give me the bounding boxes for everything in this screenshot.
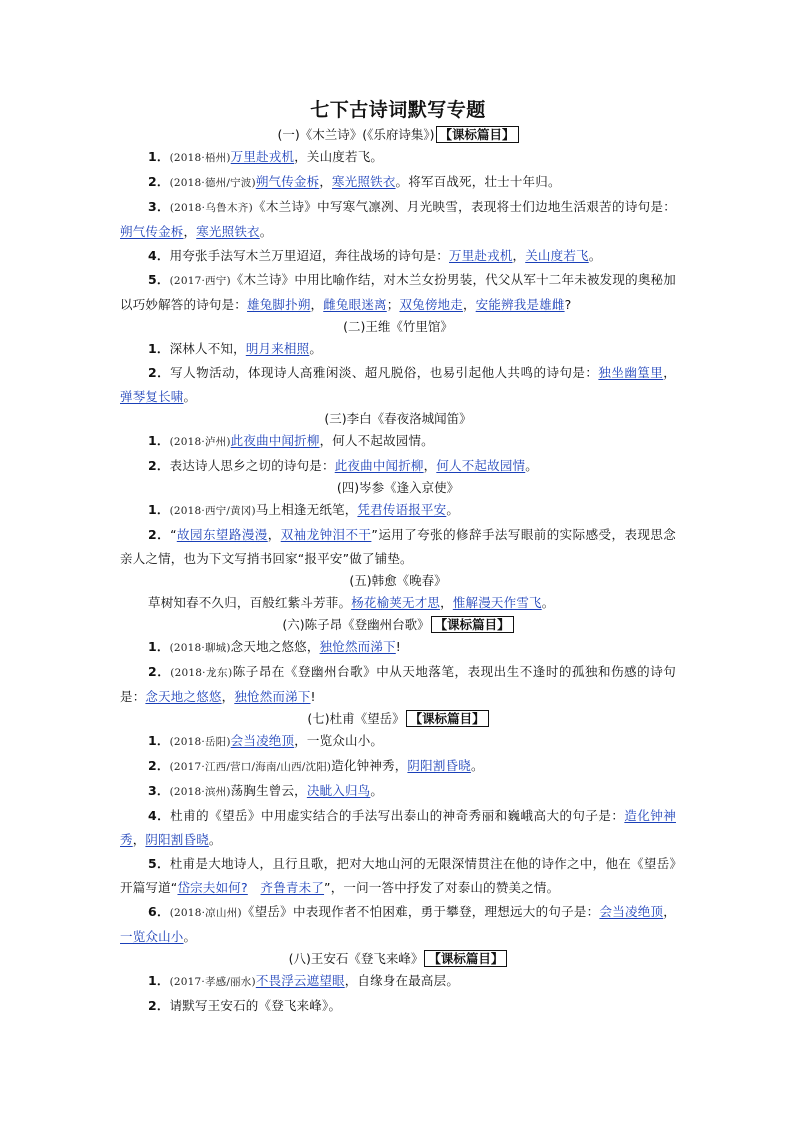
answer-text: 寒光照铁衣 [196,224,260,239]
answer-text: 雄兔脚扑朔 [247,297,311,312]
question-text: ， [512,248,526,263]
question-text: 。 [208,832,222,847]
answer-text: 明月来相照 [245,341,310,356]
question-item [120,804,676,852]
question-item [120,268,676,317]
question-text: ， [221,689,235,704]
question-item [120,498,676,523]
question-text: 《望岳》中表现作者不怕困难，勇于攀登，理想远大的句子是： [241,904,600,919]
question-text: 深林人不知， [169,341,246,356]
answer-text: 朔气传金柝 [120,224,184,239]
answer-text: 会当凌绝顶 [599,904,664,919]
answer-text: 齐鲁青未了 [260,880,325,895]
question-text: 。 [446,502,460,517]
curriculum-tag: 【课标篇目】 [431,616,514,633]
question-item [120,244,676,268]
source-note: (2018·凉山州) [169,907,242,919]
answer-text: 岱宗夫如何? [177,880,248,895]
question-text: 。将军百战死，壮士十年归。 [395,174,561,189]
question-text: 。 [183,389,197,404]
question-text: ! [395,639,401,654]
source-note: (2017·江西/营口/海南/山西/沈阳) [169,761,332,773]
answer-text: 关山度若飞 [525,248,589,263]
curriculum-tag: 【课标篇目】 [406,710,489,727]
question-item [120,195,676,244]
question-text: ， [132,832,146,847]
source-note: (2018·梧州) [169,152,231,164]
question-text: ， [319,174,333,189]
question-number: 2． [148,998,170,1013]
question-text: 。 [309,341,323,356]
answer-text: 此夜曲中闻折柳 [230,433,320,448]
question-number: 6． [148,904,170,919]
answer-text: 弹琴复长啸 [120,389,184,404]
section-heading-text: (二)王维《竹里馆》 [343,319,453,334]
question-text: ，何人不起故园情。 [319,433,434,448]
question-text: 念天地之悠悠， [230,639,320,654]
source-note: (2018·泸州) [169,436,231,448]
section-heading [120,571,676,591]
question-text: 马上相逢无纸笔， [255,502,358,517]
answer-text: 阴阳割昏晓 [407,758,471,773]
question-text: 。 [183,929,197,944]
question-number: 2． [148,365,171,380]
answer-text: 会当凌绝顶 [230,733,295,748]
answer-text: 独怆然而涕下 [234,689,311,704]
question-number: 2． [148,758,170,773]
question-number: 1． [148,149,170,164]
question-item [120,754,676,779]
question-text: 用夸张手法写木兰万里迢迢，奔往战场的诗句是： [169,248,450,263]
question-text: 造化钟神秀， [331,758,408,773]
source-note: (2018·岳阳) [169,736,231,748]
question-item [120,660,676,709]
question-text: 。 [588,248,602,263]
question-number: 1． [148,973,170,988]
section-heading-text: (三)李白《春夜洛城闻笛》 [324,411,472,426]
question-number: 2． [148,664,171,679]
question-text: 《木兰诗》中写寒气凛冽、月光映雪，表现将士们边地生活艰苦的诗句是： [252,199,676,214]
source-note: (2018·德州/宁波) [169,177,256,189]
question-number: 3． [148,199,170,214]
section-heading-text: (五)韩愈《晚春》 [349,573,447,588]
question-text: 写人物活动，体现诗人高雅闲淡、超凡脱俗，也易引起他人共鸣的诗句是： [170,365,599,380]
question-text: ? [564,297,572,312]
question-number: 5． [148,272,170,287]
question-number: 1． [148,433,170,448]
question-text: 杜甫是大地诗人，且行且歌，把对大地山河的无限深情贯注在他的诗作之中，他在《望岳》开篇写道“ [120,856,676,895]
document-body [120,96,676,1018]
section-heading [120,615,676,635]
question-item [120,852,676,900]
question-number: 1． [148,639,170,654]
question-number: 5． [148,856,170,871]
question-number: 1． [148,341,170,356]
question-item [120,429,676,454]
question-item [120,779,676,804]
question-item [120,523,676,571]
source-note: (2018·乌鲁木齐) [169,202,253,214]
question-item [120,454,676,478]
answer-text: 惟解漫天作雪飞 [452,595,542,610]
question-text: “ [170,527,177,542]
question-text: ，自缘身在最高层。 [344,973,460,988]
question-number: 3． [148,783,170,798]
section-heading [120,317,676,337]
question-text: 。 [259,224,273,239]
question-number: 2． [148,527,171,542]
question-item [120,729,676,754]
answer-text: 阴阳割昏晓 [145,832,209,847]
section-heading-text: (一)《木兰诗》(《乐府诗集》) [277,127,435,142]
source-note: (2018·龙东) [170,667,233,679]
section-heading [120,125,676,145]
source-note: (2017·孝感/丽水) [169,976,256,988]
answer-text: 何人不起故园情 [436,458,526,473]
answer-text: 念天地之悠悠 [145,689,222,704]
answer-text: 此夜曲中闻折柳 [334,458,424,473]
question-text: 。 [470,758,484,773]
question-number: 2． [148,458,170,473]
question-item [120,170,676,195]
question-text: 《木兰诗》中用比喻作结，对木兰女扮男装，代父从军十二年未被发现的奥秘加以巧妙解答的诗句是： [120,272,676,312]
answer-text: 独怆然而涕下 [319,639,396,654]
question-item [120,145,676,170]
question-text: 。 [541,595,555,610]
section-heading-text: (七)杜甫《望岳》 [307,711,405,726]
question-text: 草树知春不久归，百般红紫斗芳菲。 [148,595,352,610]
section-heading [120,409,676,429]
answer-text: 雌兔眼迷离 [323,297,387,312]
question-text: 荡胸生曾云， [230,783,307,798]
answer-text: 一览众山小 [120,929,184,944]
answer-text: 决眦入归鸟 [306,783,371,798]
page-title: 七下古诗词默写专题 [310,99,486,121]
curriculum-tag: 【课标篇目】 [424,950,507,967]
question-text: ， [183,224,197,239]
question-text: ”运用了夸张的修辞手法写眼前的实际感受，表现思念亲人之情，也为下文写捎书回家“报平安”做了铺垫。 [120,527,677,566]
question-number: 4． [148,248,170,263]
answer-text: 独坐幽篁里 [598,365,664,380]
question-item [120,337,676,361]
source-note: (2018·聊城) [169,642,231,654]
question-text: ， [663,904,676,919]
answer-text: 万里赴戎机 [449,248,513,263]
section-heading [120,478,676,498]
question-item [120,361,676,409]
question-text: ， [423,458,437,473]
question-text: ， [663,365,676,380]
question-text [248,880,261,895]
curriculum-tag: 【课标篇目】 [436,126,519,143]
answer-text: 双袖龙钟泪不干 [280,527,372,542]
question-text: 请默写王安石的《登飞来峰》。 [169,998,342,1013]
question-text: 。 [370,783,384,798]
question-text: ， [462,297,476,312]
answer-text: 杨花榆荚无才思 [351,595,441,610]
question-text: ! [310,689,316,704]
source-note: (2018·西宁/黄冈) [169,505,256,517]
answer-text: 不畏浮云遮望眼 [255,973,345,988]
answer-text: 造化钟神秀 [120,808,676,847]
question-number: 1． [148,733,170,748]
answer-text: 寒光照铁衣 [332,174,396,189]
answer-text: 凭君传语报平安 [357,502,447,517]
section-heading-text: (六)陈子昂《登幽州台歌》 [282,617,430,632]
question-text: 。 [525,458,538,473]
section-heading [120,949,676,969]
question-item [120,591,676,615]
answer-text: 故园东望路漫漫 [176,527,268,542]
question-text: ， [440,595,453,610]
answer-text: 安能辨我是雄雌 [475,297,565,312]
source-note: (2017·西宁) [169,275,231,287]
section-heading [120,709,676,729]
answer-text: 朔气传金柝 [255,174,320,189]
question-item [120,900,676,949]
question-text: 陈子昂在《登幽州台歌》中从天地落笔，表现出生不逢时的孤独和伤感的诗句是： [120,664,676,704]
question-text: ， [267,527,281,542]
question-number: 1． [148,502,170,517]
question-number: 2． [148,174,170,189]
answer-text: 万里赴戎机 [230,149,295,164]
question-text: ，关山度若飞。 [294,149,384,164]
question-text: ， [310,297,324,312]
question-text: ，一览众山小。 [294,733,384,748]
question-text: 杜甫的《望岳》中用虚实结合的手法写出泰山的神奇秀丽和巍峨高大的句子是： [170,808,625,823]
question-number: 4． [148,808,171,823]
source-note: (2018·滨州) [169,786,231,798]
section-heading-text: (八)王安石《登飞来峰》 [288,951,424,966]
question-text: 表达诗人思乡之切的诗句是： [169,458,335,473]
question-item [120,969,676,994]
answer-text: 双兔傍地走 [399,297,463,312]
question-item [120,994,676,1018]
section-heading-text: (四)岑参《逢入京使》 [336,480,460,495]
question-item [120,635,676,660]
question-text: ”，一问一答中抒发了对泰山的赞美之情。 [324,880,560,895]
question-text: ； [386,297,400,312]
